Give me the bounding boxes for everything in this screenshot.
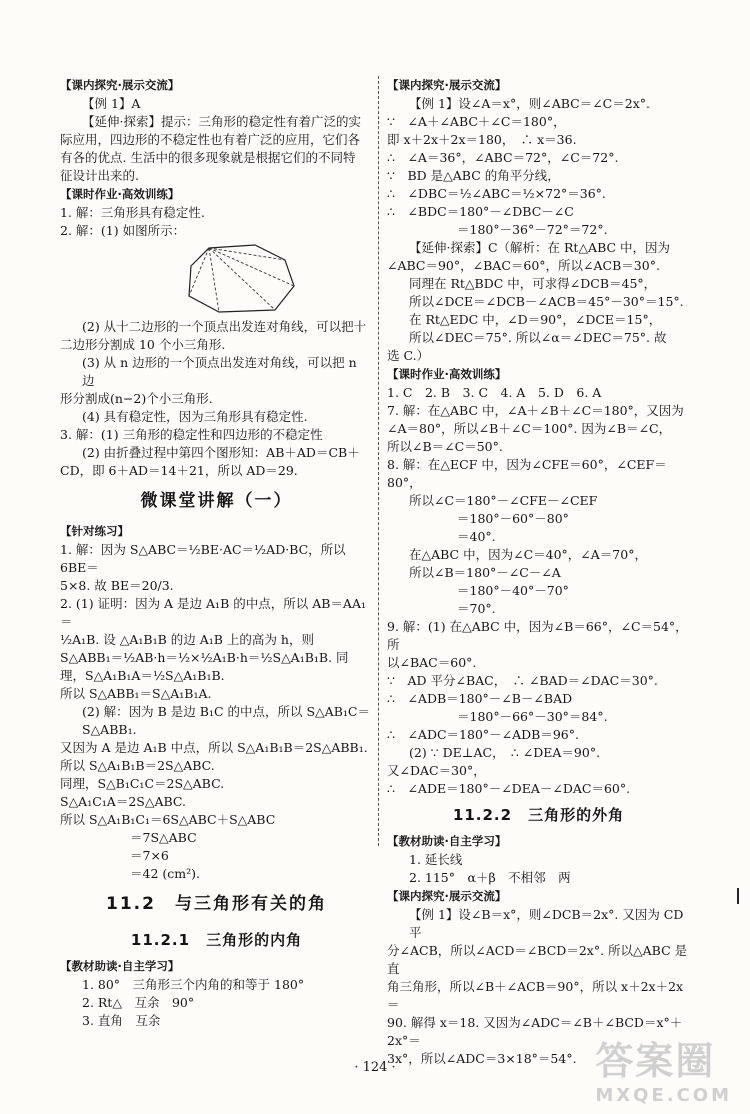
text-line: ∴ ∠BDC＝180°－∠DBC－∠C <box>387 204 574 219</box>
text-line: 所以 S△A₁B₁B＝2S△ABC. <box>60 758 215 773</box>
text-line: 1. 80° 三角形三个内角的和等于 180° <box>82 977 305 992</box>
text-line: (3) 从 n 边形的一个顶点出发连对角线，可以把 n 边 <box>82 355 361 388</box>
text-line: 又因为 A 是边 A₁B 中点，所以 S△A₁B₁B＝2S△ABB₁. <box>60 740 368 755</box>
text-line: 【例 1】设∠B＝x°，则∠DCB＝2x°. 又因为 CD 平 <box>409 907 688 940</box>
text-line: 5×8. 故 BE＝20/3. <box>60 578 174 593</box>
text-line: 以∠BAC＝60°. <box>387 655 477 670</box>
text-line: 3. 直角 互余 <box>82 1013 161 1028</box>
text-line: 所以 S△ABB₁＝S△A₁B₁A. <box>60 686 212 701</box>
text-line: ∵ AD 平分∠BAC， ∴ ∠BAD＝∠DAC＝30°. <box>387 673 658 688</box>
text-line: 9. 解：(1) 在△ABC 中，因为∠B＝66°，∠C＝54°，所 <box>387 619 688 652</box>
text-line: 形分割成(n−2)个小三角形. <box>60 391 213 406</box>
watermark-logo <box>595 1030 732 1106</box>
text-line: (2) 由折叠过程中第四个图形知：AB＋AD＝CB＋ <box>82 445 360 460</box>
text-line: ＝180°－40°－70° <box>457 583 569 598</box>
text-line: (4) 具有稳定性，因为三角形具有稳定性. <box>82 409 308 424</box>
text-line: ∴ ∠ADB＝180°－∠B－∠BAD <box>387 691 573 706</box>
text-line: ∴ ∠A＝36°，∠ABC＝72°，∠C＝72°. <box>387 150 619 165</box>
section-label: 【课时作业·高效训练】 <box>387 367 507 381</box>
subsection-heading: 11.2.2 三角形的外角 <box>452 806 625 824</box>
text-line: 又∠DAC＝30°， <box>387 763 486 778</box>
text-line: 在 Rt△EDC 中，∠D＝90°，∠DCE＝15°， <box>409 312 662 327</box>
text-line: ＝180°－66°－30°＝84°. <box>457 709 608 724</box>
text-line: 角三角形，所以∠B＋∠ACB＝90°，所以 x＋2x＋2x＝ <box>387 979 684 1012</box>
section-label: 【课内探究·展示交流】 <box>60 78 180 92</box>
section-label: 【课时作业·高效训练】 <box>60 187 180 201</box>
watermark-main: 答案圈 <box>595 1039 716 1083</box>
section-label: 【教材助读·自主学习】 <box>60 959 180 973</box>
text-line: 所以∠DEC＝75°. 所以∠α＝∠DEC＝75°. 故 <box>409 330 667 345</box>
text-line: 2. 115° α＋β 不相邻 两 <box>409 870 571 885</box>
text-line: 所以∠C＝180°－∠CFE－∠CEF <box>409 493 598 508</box>
text-line: 3x°，所以∠ADC＝3×18°＝54°. <box>387 1051 577 1066</box>
text-line: 在△ABC 中，因为∠C＝40°，∠A＝70°， <box>409 547 647 562</box>
right-column <box>387 76 690 1068</box>
subsection-heading: 11.2.1 三角形的内角 <box>130 931 303 949</box>
text-line: 同理，S△B₁C₁C＝2S△ABC. <box>60 776 225 791</box>
margin-mark <box>737 888 739 904</box>
section-label: 【针对练习】 <box>60 524 129 538</box>
text-line: 选 C.） <box>387 348 430 363</box>
text-line: ∴ ∠ADE＝180°－∠DEA－∠DAC＝60°. <box>387 781 631 796</box>
text-line: 3. 解：(1) 三角形的稳定性和四边形的不稳定性 <box>60 427 323 442</box>
text-line: ＝180°－36°－72°＝72°. <box>457 222 608 237</box>
left-column <box>60 76 373 1030</box>
text-line: 所以 S△A₁B₁C₁＝6S△ABC＋S△ABC <box>60 812 276 827</box>
text-line: 1. 解：三角形具有稳定性. <box>60 205 205 220</box>
text-line: ＝7S△ABC <box>130 830 197 845</box>
text-line: 所以∠DCE＝∠DCB－∠ACB＝45°－30°＝15°. <box>409 294 684 309</box>
text-line: ∠A＝80°，所以∠B＋∠C＝100°. 因为∠B＝∠C， <box>387 421 672 436</box>
text-line: 际应用，四边形的不稳定性也有着广泛的应用，它们各 <box>60 132 361 147</box>
text-line: 8. 解：在△ECF 中，因为∠CFE＝60°，∠CEF＝80°， <box>387 457 667 490</box>
text-line: 2. Rt△ 互余 90° <box>82 995 195 1010</box>
text-line: ½A₁B. 设 △A₁B₁B 的边 A₁B 上的高为 h，则 <box>60 632 314 647</box>
section-heading: 微课堂讲解（一） <box>140 491 293 511</box>
section-label: 【课内探究·展示交流】 <box>387 78 507 92</box>
text-line: (2) 解：因为 B 是边 B₁C 的中点，所以 S△AB₁C＝S△ABB₁. <box>82 704 370 737</box>
text-line: 1. C 2. B 3. C 4. A 5. D 6. A <box>387 385 602 400</box>
text-line: 【延伸·探索】C（解析：在 Rt△ABC 中，因为 <box>409 240 671 255</box>
text-line: 征设计出来的. <box>60 168 139 183</box>
text-line: S△A₁C₁A＝2S△ABC. <box>60 794 186 809</box>
text-line: 同理在 Rt△BDC 中，可求得∠DCB＝45°， <box>409 276 657 291</box>
text-line: CD，即 6＋AD＝14＋21，所以 AD＝29. <box>60 463 298 478</box>
diagonal-line <box>209 248 294 286</box>
text-line: 2. (1) 证明：因为 A 是边 A₁B 的中点，所以 AB＝AA₁＝ <box>60 596 366 629</box>
text-line: 分∠ACB，所以∠ACD＝∠BCD＝2x°. 所以△ABC 是直 <box>387 943 688 976</box>
text-line: 二边形分割成 10 个小三角形. <box>60 337 226 352</box>
column-divider <box>378 76 379 846</box>
text-line: 90. 解得 x＝18. 又因为∠ADC＝∠B＋∠BCD＝x°＋2x°＝ <box>387 1015 683 1048</box>
section-label: 【教材助读·自主学习】 <box>387 834 507 848</box>
text-line: 所以∠B＝∠C＝50°. <box>387 439 503 454</box>
text-line: 所以∠B＝180°－∠C－∠A <box>409 565 561 580</box>
section-label: 【课内探究·展示交流】 <box>387 889 507 903</box>
text-line: 1. 延长线 <box>409 852 463 867</box>
text-line: 【例 1】A <box>82 96 141 111</box>
text-line: ∠ABC＝90°，∠BAC＝60°，所以∠ACB＝30°. <box>387 258 660 273</box>
text-line: 【延伸·探索】提示：三角形的稳定性有着广泛的实 <box>82 114 361 129</box>
text-line: ∵ BD 是△ABC 的角平分线， <box>387 168 560 183</box>
text-line: ∴ ∠DBC＝½∠ABC＝½×72°＝36°. <box>387 186 606 201</box>
diagonal-line <box>189 248 209 296</box>
text-line: ∵ ∠A＋∠ABC＋∠C＝180°， <box>387 114 566 129</box>
text-line: 2. 解：(1) 如图所示： <box>60 223 186 238</box>
text-line: S△ABB₁＝½AB·h＝½×½A₁B·h＝½S△A₁B₁B. 同 <box>60 650 349 665</box>
page-number: · 124 · <box>354 1060 396 1075</box>
polygon-diagonals-figure <box>185 242 297 316</box>
text-line: 【例 1】设∠A＝x°，则∠ABC＝∠C＝2x°. <box>409 96 650 111</box>
text-line: ＝40°. <box>457 529 496 544</box>
text-line: ＝180°－60°－80° <box>457 511 569 526</box>
text-line: ＝7×6 <box>130 848 169 863</box>
text-line: 1. 解：因为 S△ABC＝½BE·AC＝½AD·BC，所以 6BE＝ <box>60 542 350 575</box>
section-heading: 11.2 与三角形有关的角 <box>106 894 327 914</box>
figure <box>60 240 373 318</box>
text-line: ∴ ∠ADC＝180°－∠ADB＝96°. <box>387 727 579 742</box>
text-line: 即 x＋2x＋2x＝180， ∴ x＝36. <box>387 132 577 147</box>
diagonal-line <box>209 248 219 312</box>
text-line: (2) ∵ DE⊥AC， ∴ ∠DEA＝90°. <box>409 745 601 760</box>
text-line: ＝42 (cm²). <box>130 866 200 881</box>
text-line: (2) 从十二边形的一个顶点出发连对角线，可以把十 <box>82 319 367 334</box>
text-line: 理，S△A₁B₁A＝½S△A₁B₁B. <box>60 668 225 683</box>
text-line: ＝70°. <box>457 601 496 616</box>
text-line: 7. 解：在△ABC 中，∠A＋∠B＋∠C＝180°，又因为 <box>387 403 684 418</box>
watermark-sub: MXQE.COM <box>595 1085 732 1106</box>
text-line: 有各的优点. 生活中的很多现象就是根据它们的不同特 <box>60 150 356 165</box>
